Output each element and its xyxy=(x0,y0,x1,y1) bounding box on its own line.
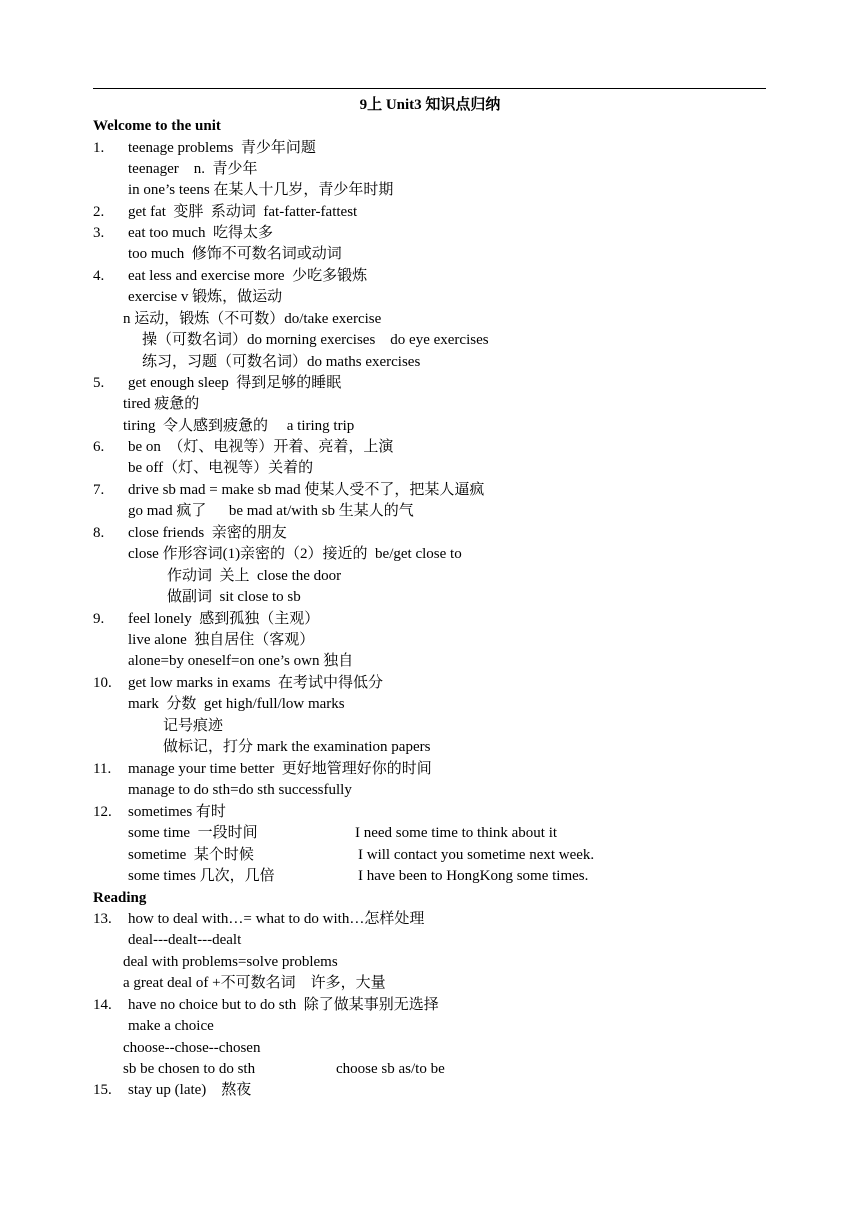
item-line: deal---dealt---dealt xyxy=(128,932,242,948)
example-sentence: I have been to HongKong some times. xyxy=(358,868,589,884)
item-line: n 运动，锻炼（不可数）do/take exercise xyxy=(123,311,382,327)
item-line: 做标记，打分 mark the examination papers xyxy=(163,739,431,755)
item-line: 做副词 sit close to sb xyxy=(167,589,301,605)
item-line: some times 几次，几倍 xyxy=(128,868,275,884)
item-line: get fat 变胖 系动词 fat-fatter-fattest xyxy=(128,204,358,220)
item-line: be on （灯、电视等）开着、亮着，上演 xyxy=(128,439,394,455)
item-number: 10. xyxy=(93,675,112,691)
item-line: tired 疲惫的 xyxy=(123,396,200,412)
item-number: 6. xyxy=(93,439,105,455)
item-line: in one’s teens 在某人十几岁，青少年时期 xyxy=(128,182,394,198)
item-line: tiring 令人感到疲惫的 a tiring trip xyxy=(123,418,355,434)
item-line: sb be chosen to do sth xyxy=(123,1061,256,1077)
item-line: some time 一段时间 xyxy=(128,825,258,841)
item-line: 操（可数名词）do morning exercises do eye exercises xyxy=(142,332,489,348)
item-number: 4. xyxy=(93,268,105,284)
item-line: close 作形容词(1)亲密的（2）接近的 be/get close to xyxy=(128,546,462,562)
item-line: make a choice xyxy=(128,1018,214,1034)
item-number: 15. xyxy=(93,1082,112,1098)
example-sentence: I will contact you sometime next week. xyxy=(358,847,595,863)
item-line: choose--chose--chosen xyxy=(123,1040,261,1056)
item-number: 12. xyxy=(93,804,112,820)
header-rule xyxy=(93,88,766,89)
item-line: sometimes 有时 xyxy=(128,804,226,820)
item-number: 5. xyxy=(93,375,105,391)
item-line: be off（灯、电视等）关着的 xyxy=(128,460,314,476)
item-line: get enough sleep 得到足够的睡眠 xyxy=(128,375,342,391)
item-line: sometime 某个时候 xyxy=(128,847,254,863)
section-heading-reading: Reading xyxy=(93,890,147,906)
item-line: go mad 疯了 be mad at/with sb 生某人的气 xyxy=(128,503,414,519)
item-line: close friends 亲密的朋友 xyxy=(128,525,287,541)
item-line: deal with problems=solve problems xyxy=(123,954,338,970)
item-number: 11. xyxy=(93,761,112,777)
item-line: live alone 独自居住（客观） xyxy=(128,632,315,648)
section-heading-welcome: Welcome to the unit xyxy=(93,118,221,134)
item-line: have no choice but to do sth 除了做某事别无选择 xyxy=(128,997,439,1013)
item-number: 2. xyxy=(93,204,105,220)
example-sentence: I need some time to think about it xyxy=(355,825,558,841)
item-line: 练习，习题（可数名词）do maths exercises xyxy=(142,354,421,370)
item-line: teenager n. 青少年 xyxy=(128,161,258,177)
item-line: feel lonely 感到孤独（主观） xyxy=(128,611,320,627)
item-number: 7. xyxy=(93,482,105,498)
item-line: drive sb mad = make sb mad 使某人受不了，把某人逼疯 xyxy=(128,482,485,498)
item-line: manage to do sth=do sth successfully xyxy=(128,782,352,798)
item-line: 记号痕迹 xyxy=(163,718,224,734)
item-number: 1. xyxy=(93,140,105,156)
item-line: a great deal of +不可数名词 许多，大量 xyxy=(123,975,386,991)
item-number: 3. xyxy=(93,225,105,241)
item-line: how to deal with…= what to do with…怎样处理 xyxy=(128,911,425,927)
item-line: mark 分数 get high/full/low marks xyxy=(128,696,345,712)
item-line: eat less and exercise more 少吃多锻炼 xyxy=(128,268,368,284)
item-line: alone=by oneself=on one’s own 独自 xyxy=(128,653,354,669)
item-number: 14. xyxy=(93,997,112,1013)
item-line: stay up (late) 熬夜 xyxy=(128,1082,252,1098)
item-number: 13. xyxy=(93,911,112,927)
item-line: teenage problems 青少年问题 xyxy=(128,140,316,156)
item-line: choose sb as/to be xyxy=(336,1061,445,1077)
page-title: 9上 Unit3 知识点归纳 xyxy=(359,97,501,113)
item-line: eat too much 吃得太多 xyxy=(128,225,273,241)
item-number: 8. xyxy=(93,525,105,541)
item-line: exercise v 锻炼，做运动 xyxy=(128,289,283,305)
item-number: 9. xyxy=(93,611,105,627)
item-line: get low marks in exams 在考试中得低分 xyxy=(128,675,383,691)
item-line: 作动词 关上 close the door xyxy=(167,568,342,584)
item-line: too much 修饰不可数名词或动词 xyxy=(128,246,342,262)
item-line: manage your time better 更好地管理好你的时间 xyxy=(128,761,432,777)
